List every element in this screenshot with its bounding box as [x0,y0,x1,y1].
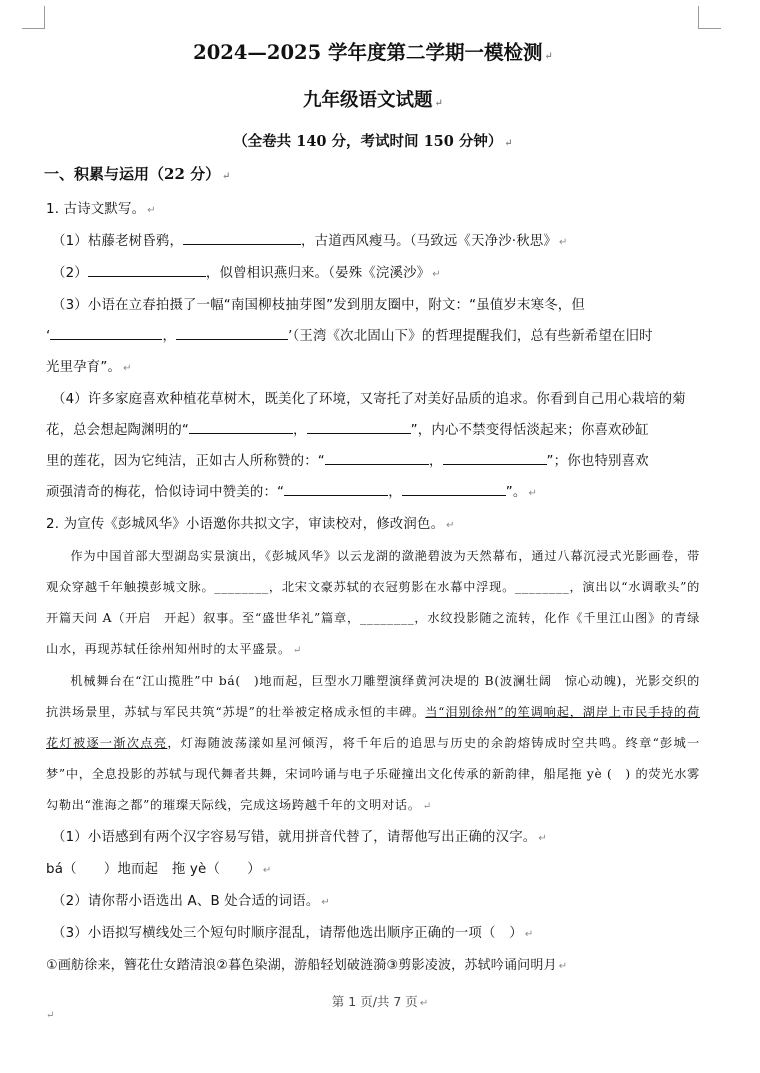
question-2-stem: 2. 为宣传《彭城风华》小语邀你共拟文字，审读校对，修改润色。 ↵ [46,517,455,532]
answer-blank[interactable] [176,325,288,340]
answer-blank[interactable] [443,450,547,465]
question-1-4: （4）许多家庭喜欢种植花草树木，既美化了环境，又寄托了对美好品质的追求。你看到自己用心栽培的菊 花，总会想起陶渊明的“ ， ”，内心不禁变得恬淡起来；你喜欢砂缸 里的莲花，因为它纯洁，正如古人所称赞的：“ ， ”；你也特别喜欢 顽强清奇的梅花，恰似诗词中赞美的：“ ， ”。 ↵ [46,392,686,500]
answer-blank[interactable] [189,419,293,434]
paragraph-mark: ↵ [46,1010,55,1021]
crop-mark-top-right [698,6,721,29]
passage-paragraph-1: 作为中国首部大型湖岛实景演出，《彭城风华》以云龙湖的潋滟碧波为天然幕布，通过八幕沉浸式光影画卷，带观众穿越千年触摸彭城文脉。________，北宋文豪苏轼的衣冠剪影在水幕中浮现。________，演出以“水调歌头”的开篇天问 A（开启 开起）叙事。至“盛世华礼”篇章，________，水纹投影随之流转，化作《千里江山图》的青绿山水，再现苏轼任徐州知州时的太平盛景。 ↵ [46,549,700,656]
question-2-1: （1）小语感到有两个汉字容易写错，就用拼音代替了，请帮他写出正确的汉字。 ↵ [52,830,547,845]
answer-blank[interactable] [325,450,429,465]
underlined-sentence: 当“泪别徐州”的笙调响起，湖岸上市民手持的荷花灯被逐一渐次点亮 [46,705,700,750]
question-1-2: （2） ，似曾相识燕归来。（晏殊《浣溪沙》 ↵ [46,258,700,290]
passage-paragraph-2: 机械舞台在“江山揽胜”中 bá( )地而起，巨型水刀雕塑演绎黄河决堤的 B(波澜壮阔 惊心动魄)，光影交织的抗洪场景里，苏轼与军民共筑“苏堤”的壮举被定格成永恒的丰碑。当“泪别徐州”的笙调响起，湖岸上市民手持的荷花灯被逐一渐次点亮，灯海随波荡漾如星河倾泻，将千年后的追思与历史的余韵熔铸成时空共鸣。终章“彭城一梦”中，全息投影的苏轼与现代舞者共舞，宋词吟诵与电子乐碰撞出文化传承的新韵律，船尾拖 yè ( ) 的荧光水雾勾勒出“淮海之都”的璀璨天际线，完成这场跨越千年的文明对话。 ↵ [46,674,700,812]
crop-mark-top-left [22,6,45,29]
question-2-3: （3）小语拟写横线处三个短句时顺序混乱，请帮他选出顺序正确的一项（ ） ↵ [52,926,534,941]
answer-blank[interactable] [284,481,388,496]
answer-blank[interactable] [88,262,206,277]
question-1-1: （1）枯藤老树昏鸦， ，古道西风瘦马。（马致远《天净沙·秋思》 ↵ [46,226,700,258]
exam-note: （全卷共 140 分，考试时间 150 分钟） ↵ [233,133,513,150]
exam-subtitle: 九年级语文试题 ↵ [303,90,443,111]
question-1-stem: 1. 古诗文默写。 ↵ [46,202,156,217]
answer-blank[interactable] [307,419,411,434]
question-2-2: （2）请你帮小语选出 A、B 处合适的词语。 ↵ [52,894,331,909]
exam-page [46,38,700,982]
answer-blank[interactable] [402,481,506,496]
question-2-3-options: ①画舫徐来，簪花仕女踏清浪②暮色染湖，游船轻划破涟漪③剪影凌波，苏轼吟诵问明月 ↵ [46,958,568,973]
answer-blank[interactable] [50,325,162,340]
question-2-1-answer[interactable]: bá（ ）地而起 拖 yè（ ） ↵ [46,862,272,877]
exam-title: 2024—2025 学年度第二学期一模检测 ↵ [193,41,553,64]
section-heading: 一、积累与运用（22 分） ↵ [44,165,231,183]
page-footer: 第 1 页/共 7 页 ↵ [331,994,429,1009]
answer-blank[interactable] [183,230,301,245]
question-1-3: （3）小语在立春拍摄了一幅“南国柳枝抽芽图”发到朋友圈中，附文：“虽值岁末寒冬，但 ‘ ， ’（王湾《次北固山下》的哲理提醒我们，总有些新希望在旧时 光里孕育”。 ↵ [46,298,653,375]
